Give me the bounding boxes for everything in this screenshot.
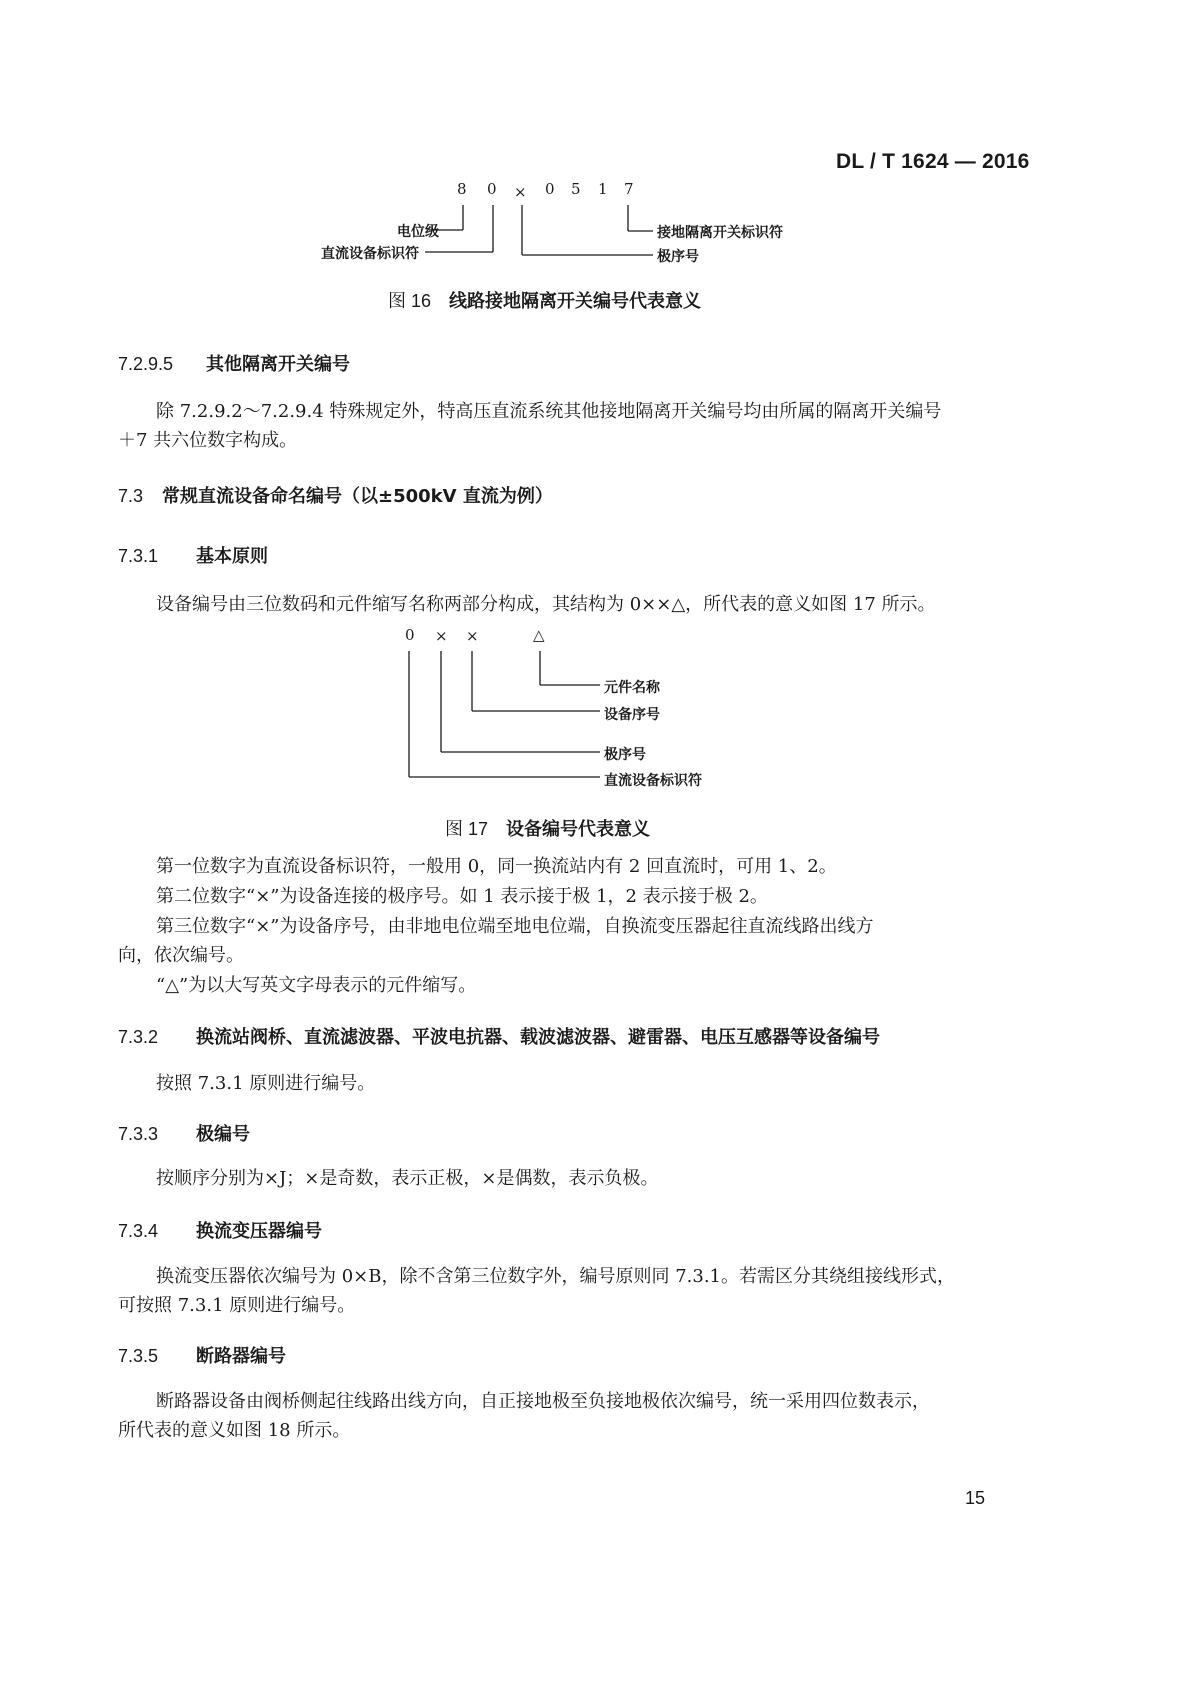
paragraph: 可按照 7.3.1 原则进行编号。	[118, 1295, 356, 1316]
section-number: 7.3.1	[118, 546, 159, 566]
fig17-label-device-seq: 设备序号	[604, 707, 660, 723]
fig16-char: 5	[571, 180, 581, 198]
document-number: DL / T 1624 — 2016	[836, 150, 1030, 173]
fig16-char: 7	[624, 180, 634, 198]
section-title: 极编号	[196, 1124, 250, 1145]
paragraph: 断路器设备由阀桥侧起往线路出线方向，自正接地极至负接地极依次编号，统一采用四位数表示，	[156, 1391, 930, 1412]
paragraph: 第二位数字“×”为设备连接的极序号。如 1 表示接于极 1，2 表示接于极 2。	[156, 886, 768, 907]
section-title: 常规直流设备命名编号（以±500kV 直流为例）	[162, 486, 553, 507]
fig17-label-dc-identifier: 直流设备标识符	[604, 773, 702, 789]
fig16-label-pole-number: 极序号	[657, 249, 699, 265]
fig17-label-component-name: 元件名称	[604, 680, 660, 696]
paragraph: 第一位数字为直流设备标识符，一般用 0，同一换流站内有 2 回直流时，可用 1、2。	[156, 856, 837, 877]
paragraph: 设备编号由三位数码和元件缩写名称两部分构成，其结构为 0××△，所代表的意义如图 17 所示。	[156, 594, 936, 615]
fig17-char: ×	[466, 627, 479, 645]
figure-17-number: 图 17	[445, 819, 489, 839]
section-number: 7.3.3	[118, 1124, 159, 1144]
fig16-char: 0	[545, 180, 555, 198]
fig17-char: 0	[405, 626, 415, 644]
paragraph: 向，依次编号。	[118, 945, 244, 966]
section-heading-7-3-2	[118, 1023, 880, 1049]
paragraph: 按顺序分别为×J；×是奇数，表示正极，×是偶数，表示负极。	[156, 1168, 659, 1189]
paragraph: 按照 7.3.1 原则进行编号。	[156, 1073, 376, 1094]
fig16-label-ground-switch-identifier: 接地隔离开关标识符	[657, 225, 783, 241]
section-number: 7.2.9.5	[118, 354, 174, 374]
section-heading-7-3-4	[118, 1217, 322, 1243]
page-number: 15	[965, 1488, 986, 1508]
paragraph: 除 7.2.9.2～7.2.9.4 特殊规定外，特高压直流系统其他接地隔离开关编号均由所属的隔离开关编号	[156, 401, 942, 422]
section-title: 换流站阀桥、直流滤波器、平波电抗器、载波滤波器、避雷器、电压互感器等设备编号	[196, 1027, 880, 1048]
fig16-label-potential-level: 电位级	[397, 224, 439, 240]
figure-17-title: 设备编号代表意义	[506, 819, 651, 840]
paragraph: 第三位数字“×”为设备序号，由非地电位端至地电位端，自换流变压器起往直流线路出线方	[156, 916, 874, 937]
section-title: 断路器编号	[196, 1346, 286, 1367]
paragraph: 所代表的意义如图 18 所示。	[118, 1420, 351, 1441]
section-number: 7.3	[118, 486, 144, 506]
fig16-char: ×	[514, 183, 527, 201]
paragraph: 换流变压器依次编号为 0×B，除不含第三位数字外，编号原则同 7.3.1。若需区分其绕组接线形式，	[156, 1266, 956, 1287]
figure-17-caption	[445, 815, 650, 841]
fig17-char: ×	[435, 627, 448, 645]
fig16-label-dc-identifier: 直流设备标识符	[321, 246, 419, 262]
section-heading-7-3-3	[118, 1120, 250, 1146]
section-number: 7.3.2	[118, 1027, 159, 1047]
figure-16-number: 图 16	[388, 291, 432, 311]
section-number: 7.3.5	[118, 1346, 159, 1366]
fig16-char: 8	[457, 180, 467, 198]
section-title: 换流变压器编号	[196, 1221, 322, 1242]
section-heading-7-3-5	[118, 1342, 286, 1368]
section-number: 7.3.4	[118, 1221, 159, 1241]
fig16-char: 1	[598, 180, 608, 198]
paragraph: ＋7 共六位数字构成。	[118, 430, 298, 451]
fig17-char: △	[533, 626, 545, 644]
fig17-label-pole-number: 极序号	[604, 747, 646, 763]
figure-16-title: 线路接地隔离开关编号代表意义	[449, 291, 702, 312]
section-title: 其他隔离开关编号	[206, 354, 350, 375]
paragraph: “△”为以大写英文字母表示的元件缩写。	[156, 975, 477, 996]
section-title: 基本原则	[196, 546, 268, 567]
fig16-char: 0	[487, 180, 497, 198]
